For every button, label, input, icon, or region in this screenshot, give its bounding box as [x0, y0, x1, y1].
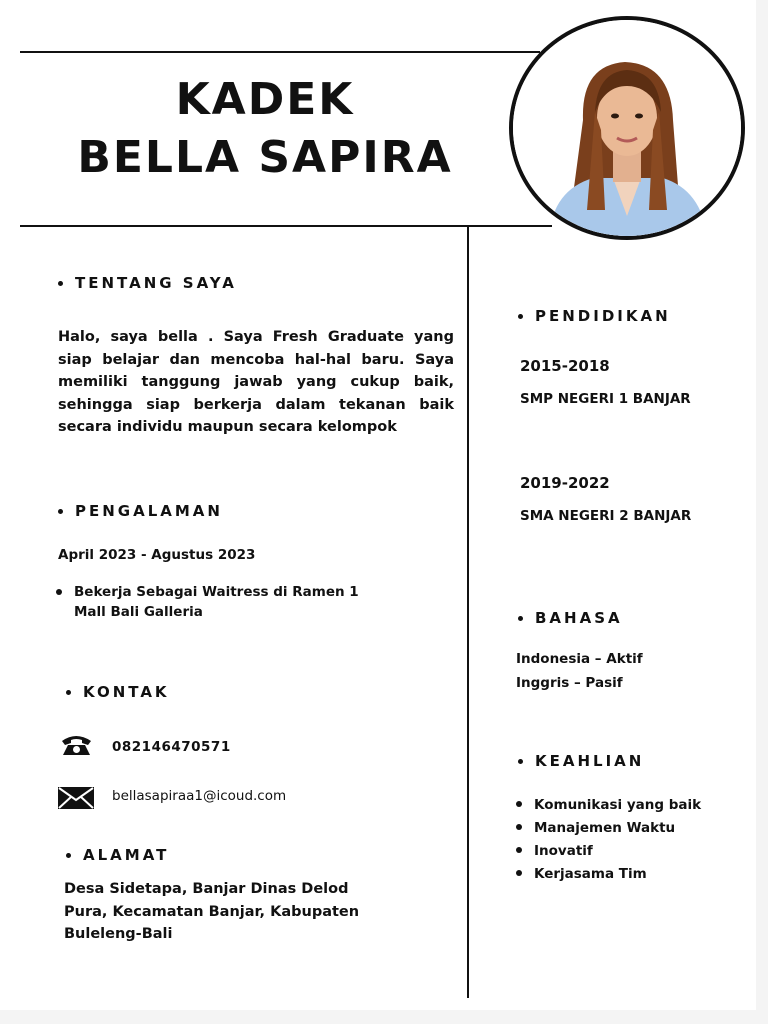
contact-email[interactable]: bellasapiraa1@icoud.com	[112, 788, 287, 804]
contact-heading	[66, 683, 170, 701]
profile-photo	[509, 16, 745, 240]
name-first: KADEK	[175, 74, 355, 125]
education-heading	[518, 307, 671, 325]
list-item: Komunikasi yang baik	[514, 794, 734, 817]
contact-phone[interactable]: 082146470571	[112, 739, 231, 755]
education-title: PENDIDIKAN	[535, 307, 671, 325]
address-heading	[66, 846, 169, 864]
experience-title: PENGALAMAN	[75, 502, 223, 520]
header-top-rule	[20, 51, 540, 53]
address-text: Desa Sidetapa, Banjar Dinas Delod Pura, Kecamatan Banjar, Kabupaten Buleleng-Bali	[64, 881, 360, 942]
envelope-icon	[58, 787, 94, 809]
about-heading	[58, 274, 237, 292]
header-bottom-rule	[20, 225, 552, 227]
heading-bullet	[58, 509, 63, 514]
education-school-1: SMP NEGERI 1 BANJAR	[520, 391, 691, 407]
about-text: Halo, saya bella . Saya Fresh Graduate yang siap belajar dan mencoba hal-hal baru. Saya memiliki tanggung jawab yang cukup baik, sehingga siap berkerja dalam tekanan baik secara individu maupun secara kelompok	[58, 329, 454, 435]
language-item: Inggris – Pasif	[516, 675, 623, 691]
contact-title: KONTAK	[83, 683, 170, 701]
heading-bullet	[518, 616, 523, 621]
address-title: ALAMAT	[83, 846, 170, 864]
list-item: Kerjasama Tim	[514, 863, 734, 886]
phone-icon	[60, 733, 93, 757]
heading-bullet	[66, 853, 71, 858]
education-school-2: SMA NEGERI 2 BANJAR	[520, 508, 692, 524]
education-years-2: 2019-2022	[520, 474, 610, 492]
column-divider	[467, 226, 469, 998]
list-item: Bekerja Sebagai Waitress di Ramen 1 Mall Bali Galleria	[54, 582, 384, 622]
list-item: Manajemen Waktu	[514, 817, 734, 840]
language-heading	[518, 609, 623, 627]
skills-list	[514, 794, 734, 886]
language-item: Indonesia – Aktif	[516, 651, 643, 667]
list-item: Inovatif	[514, 840, 734, 863]
heading-bullet	[518, 759, 523, 764]
about-title: TENTANG SAYA	[75, 274, 237, 292]
skills-heading	[518, 752, 644, 770]
heading-bullet	[66, 690, 71, 695]
name-last: BELLA SAPIRA	[77, 132, 453, 183]
experience-heading	[58, 502, 223, 520]
heading-bullet	[518, 314, 523, 319]
language-title: BAHASA	[535, 609, 623, 627]
portrait-illustration	[513, 20, 741, 236]
education-years-1: 2015-2018	[520, 357, 610, 375]
experience-period: April 2023 - Agustus 2023	[58, 547, 256, 563]
heading-bullet	[58, 281, 63, 286]
skills-title: KEAHLIAN	[535, 752, 645, 770]
experience-list	[54, 582, 384, 622]
